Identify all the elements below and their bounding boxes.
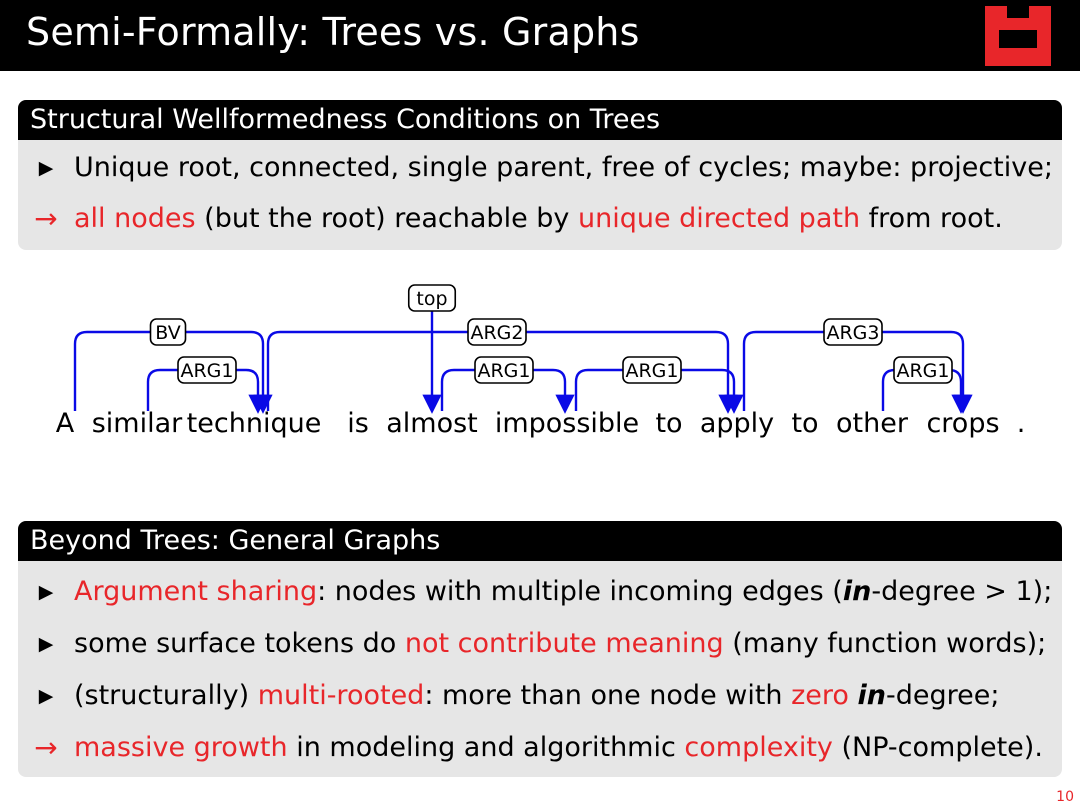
graphs-item-3-text: (structurally) multi-rooted: more than one node with zero in-degree; [74,680,1000,711]
bullet-triangle-icon: ▶ [38,633,54,655]
top-label: top [416,288,448,310]
graphs-block [18,521,1062,777]
token: apply [699,408,775,439]
token: almost [386,408,478,439]
right-arrow-icon: → [34,731,58,764]
page-number: 10 [1056,789,1074,805]
token: to [791,408,819,439]
edge-label: ARG1 [625,360,679,382]
top-edge [409,285,456,410]
token: to [655,408,683,439]
token: other [836,408,908,439]
bullet-triangle-icon: ▶ [38,581,54,603]
edge-label: ARG1 [180,360,234,382]
bullet-triangle-icon: ▶ [38,685,54,707]
graphs-item-1 [18,567,1062,617]
dependency-edge [442,357,565,411]
token: technique [186,408,322,439]
graphs-item-3 [18,671,1062,721]
dependency-graph [0,270,1080,460]
edge-label: ARG2 [470,322,524,344]
trees-item-1-text: Unique root, connected, single parent, free of cycles; maybe: projective; [74,152,1053,183]
title-bar [0,0,1080,71]
slide-title: Semi-Formally: Trees vs. Graphs [26,10,640,54]
dependency-edge [148,357,258,411]
bullet-triangle-icon: ▶ [38,157,54,179]
graphs-item-2-text: some surface tokens do not contribute meaning (many function words); [74,628,1047,659]
token: A [55,408,75,439]
trees-item-2-text: all nodes (but the root) reachable by unique directed path from root. [74,203,1003,234]
dependency-edge [576,357,734,411]
trees-item-2 [18,194,1062,244]
trees-item-1 [18,143,1062,193]
graphs-item-4 [18,723,1062,773]
token: similar [91,408,183,439]
trees-block-heading: Structural Wellformedness Conditions on Trees [18,100,1062,140]
token: impossible [494,408,640,439]
edge-label: ARG1 [477,360,531,382]
graphs-block-heading: Beyond Trees: General Graphs [18,521,1062,561]
graphs-item-4-text: massive growth in modeling and algorithmic complexity (NP-complete). [74,732,1043,763]
red-logo-icon [985,6,1051,66]
edge-label: ARG1 [896,360,950,382]
trees-block [18,100,1062,250]
edge-label: BV [155,322,181,344]
dependency-edge [883,357,961,411]
token: crops [926,408,1000,439]
token: is [347,408,369,439]
token: . [1016,408,1026,439]
edge-label: ARG3 [826,322,880,344]
graphs-item-2 [18,619,1062,669]
graphs-item-1-text: Argument sharing: nodes with multiple incoming edges (in-degree > 1); [74,576,1053,607]
right-arrow-icon: → [34,202,58,235]
